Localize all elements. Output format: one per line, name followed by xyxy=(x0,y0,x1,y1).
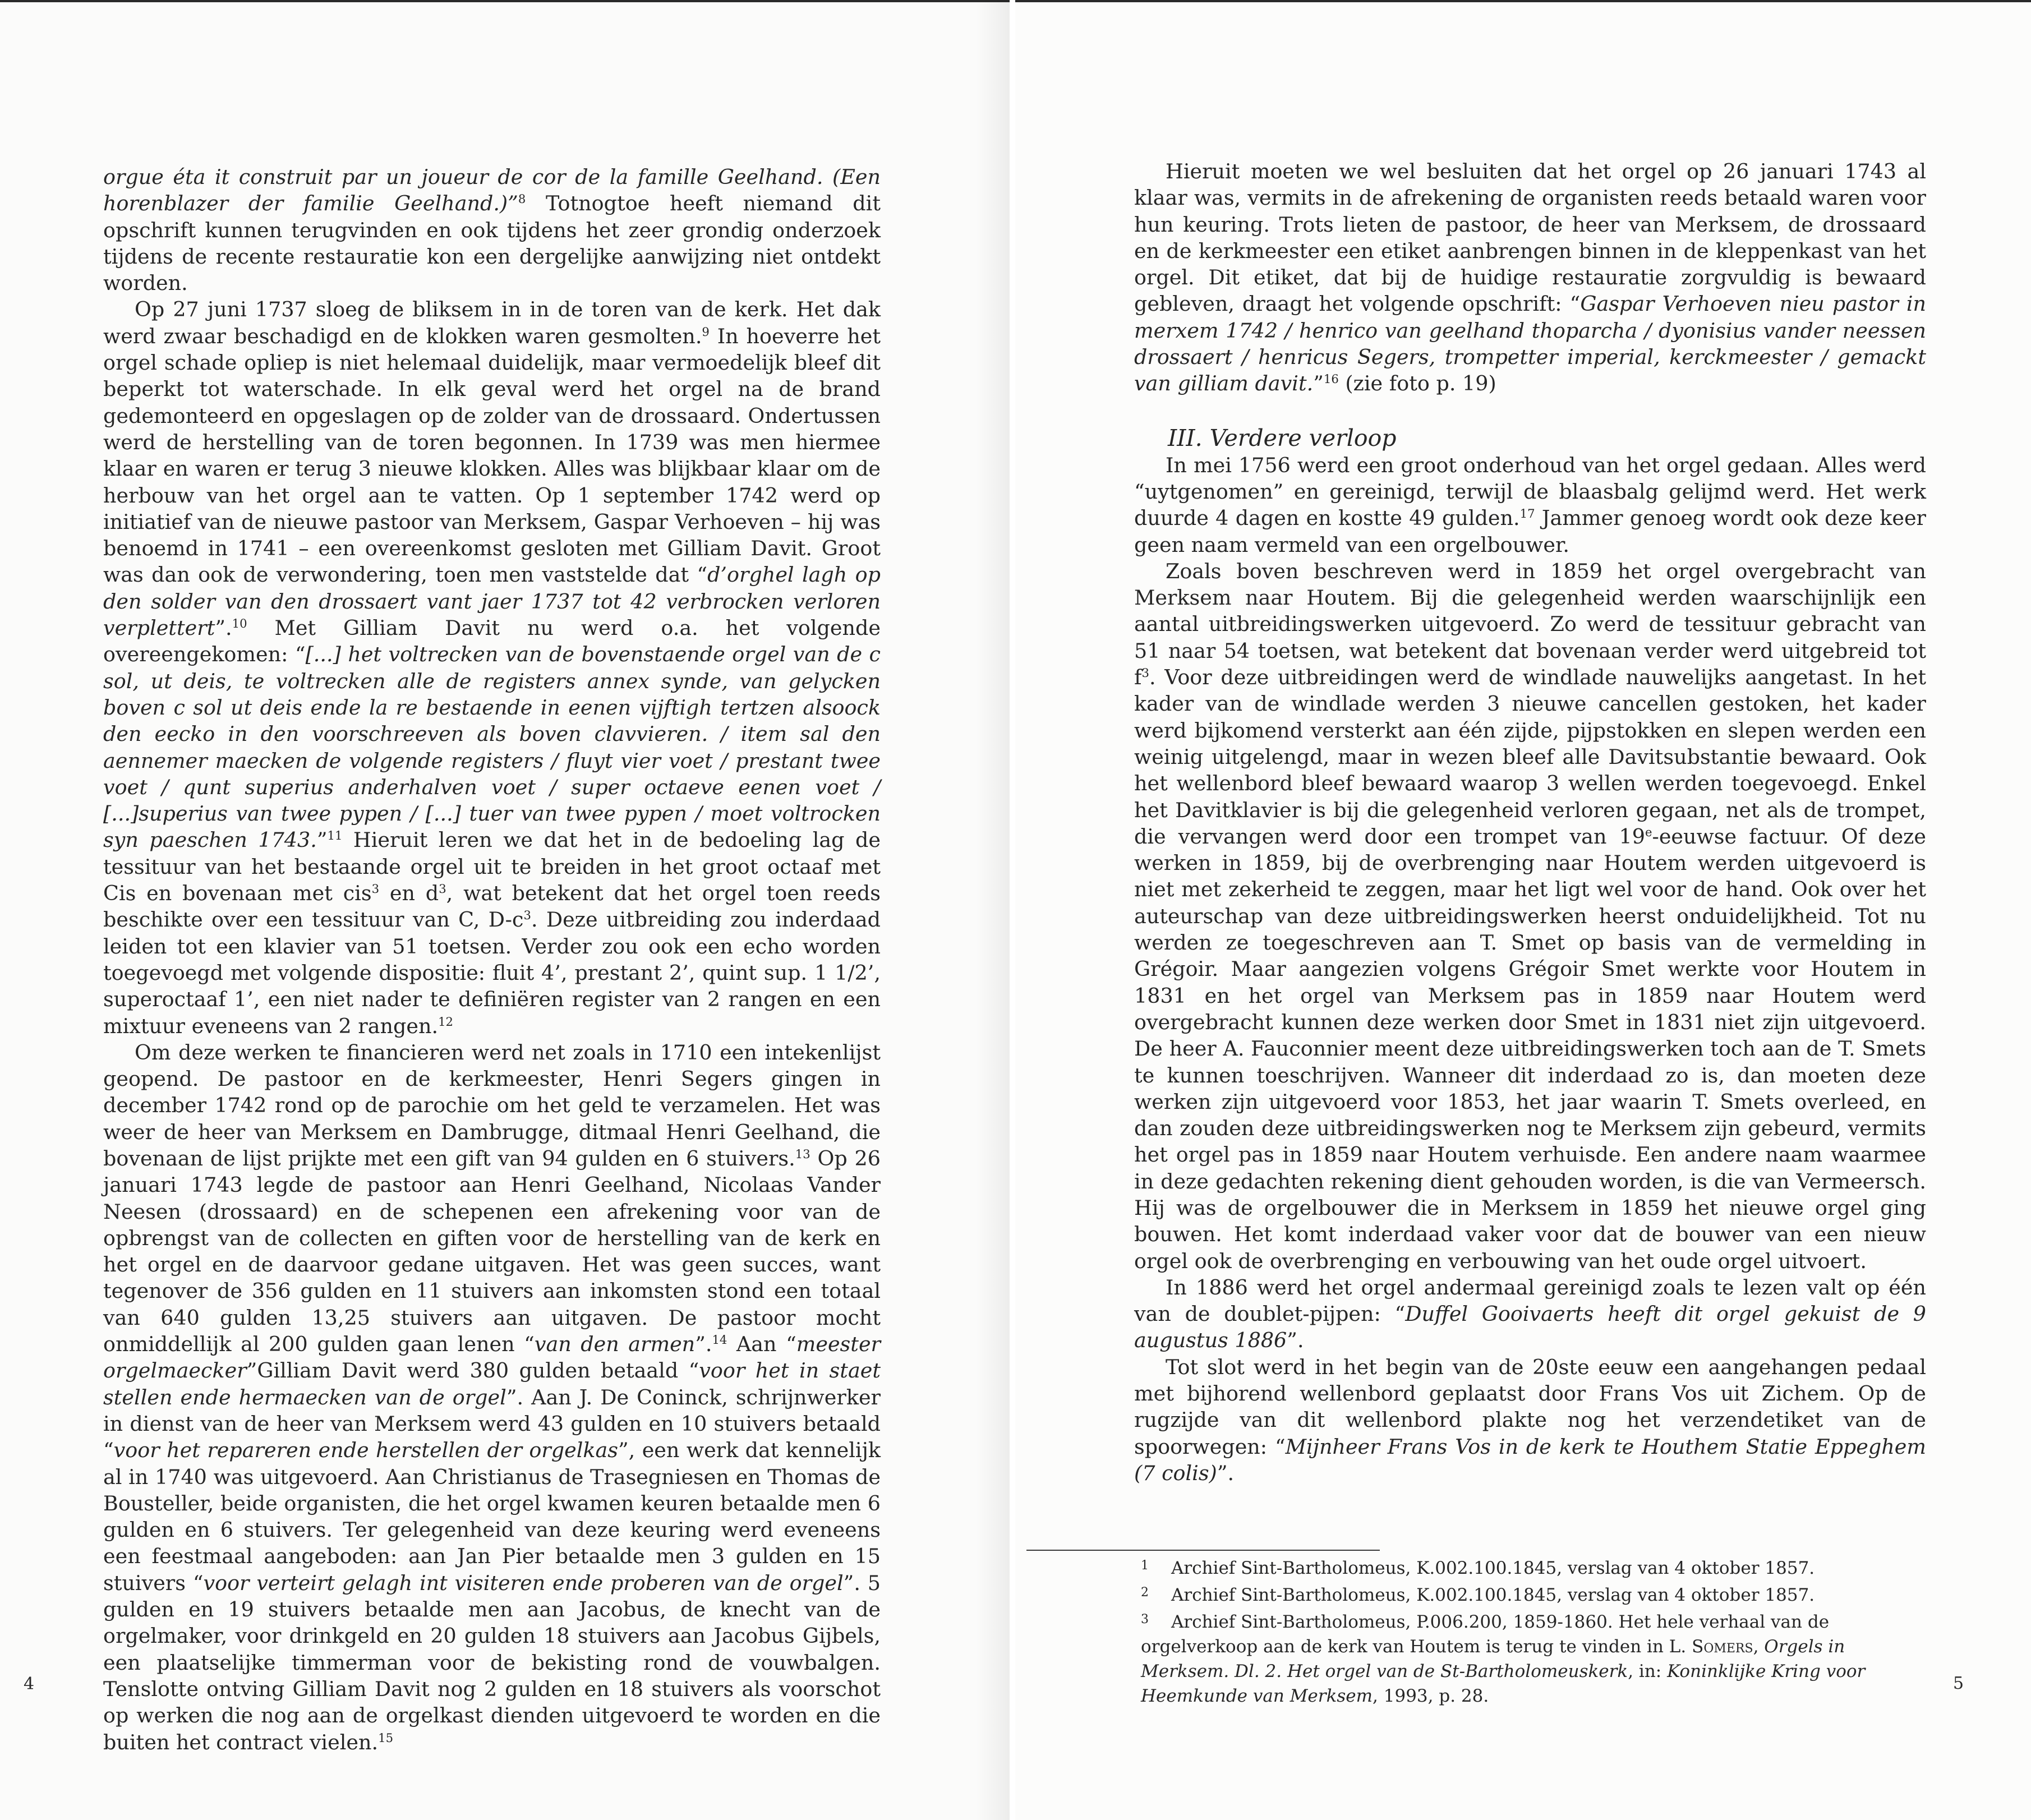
italic-quote: Duffel Gooivaerts heeft dit orgel gekuist de 9 augustus 1886 xyxy=(1134,1302,1926,1353)
body-text: ”. xyxy=(1287,1328,1304,1353)
body-text: ”, een werk dat kennelijk al in 1740 was uitgevoerd. Aan Christianus de Trasegniesen en Thomas de Bousteller, beide organisten, die het orgel kwamen keuren betaalde men 6 gulden en 6 stuivers. Ter gelegenheid van deze keuring werd eveneens een feestmaal aangeboden: aan Jan Pier betaalde men 3 gulden en 15 stuivers “ xyxy=(103,1438,881,1595)
page-number: 5 xyxy=(1953,1674,1964,1693)
footnote-text: , 1993, p. 28. xyxy=(1373,1686,1489,1706)
body-text: Hieruit leren we dat het in de bedoeling lag de tessituur van het bestaande orgel uit te breiden in het groot octaaf met Cis en bovenaan met cis xyxy=(103,828,881,906)
body-text: Zoals boven beschreven werd in 1859 het orgel overgebracht van Merksem naar Houtem. Bij die gelegenheid werden waarschijnlijk een aantal uitbreidingswerken uitgevoerd. Zo werd de tessituur gebracht van 51 naar 54 toetsen, wat betekent dat bovenaan verder werd uitgebreid tot f xyxy=(1134,559,1926,690)
left-page-body xyxy=(103,164,881,1756)
footnote-ref: 9 xyxy=(702,324,710,339)
body-text: Tot slot werd in het begin van de 20ste eeuw een aangehangen pedaal met bijhorend wellenbord geplaatst door Frans Vos uit Zichem. Op de rugzijde van dit wellenbord plakte nog het verzendetiket van de spoorwegen: “ xyxy=(1134,1354,1926,1459)
footnotes xyxy=(1141,1554,1926,1708)
superscript: 3 xyxy=(523,908,531,923)
footnote-number: 3 xyxy=(1141,1612,1149,1627)
footnote xyxy=(1141,1581,1926,1607)
body-text: ” xyxy=(316,828,328,853)
italic-quote: voor het in staet stellen ende hermaecken van de orgel xyxy=(103,1358,881,1409)
body-text: In 1886 werd het orgel andermaal gereinigd zoals te lezen valt op één van de doublet-pijpen: “ xyxy=(1134,1275,1926,1326)
superscript: 3 xyxy=(1141,665,1149,680)
paragraph xyxy=(1134,158,1926,397)
right-page-body xyxy=(1134,158,1926,1486)
footnote-ref: 8 xyxy=(518,192,526,206)
left-page xyxy=(0,0,1010,1820)
footnote-ref: 11 xyxy=(327,828,343,843)
body-text: ”. xyxy=(1217,1460,1235,1485)
body-text: Totnogtoe heeft niemand dit opschrift kunnen terugvinden en ook tijdens het zeer grondig onderzoek tijdens de recente restauratie kon een dergelijke aanwijzing niet ontdekt worden. xyxy=(103,191,881,296)
body-text: Op 26 januari 1743 legde de pastoor aan Henri Geelhand, Nicolaas Vander Neesen (drossaard) en de schepenen een afrekening voor van de opbrengst van de collecten en giften voor de herstelling van de kerk en het orgel en de daarvoor gedane uitgaven. Het was geen succes, want tegenover de 356 gulden en 11 stuivers aan inkomsten stond een totaal van 640 gulden 13,25 stuivers aan uitgaven. De pastoor mocht onmiddellijk al 200 gulden gaan lenen “ xyxy=(103,1146,881,1357)
body-text: ”. xyxy=(215,616,232,641)
top-edge-shadow xyxy=(0,0,1010,2)
paragraph xyxy=(103,296,881,1039)
italic-text: orgue éta it construit par un joueur de cor de la famille Geelhand. (Een horenblazer der familie Geelhand.)” xyxy=(103,165,881,216)
top-edge-shadow xyxy=(1015,0,2031,2)
footnote-number: 1 xyxy=(1141,1559,1149,1573)
body-text: ”. Aan J. De Coninck, schrijnwerker in dienst van de heer van Merksem werd 43 gulden en 10 stuivers betaald “ xyxy=(103,1385,881,1463)
footnote-ref: 12 xyxy=(438,1014,454,1029)
body-text: ”Gilliam Davit werd 380 gulden betaald “ xyxy=(246,1358,699,1383)
footnote xyxy=(1141,1554,1926,1581)
superscript: 3 xyxy=(439,881,446,896)
paragraph xyxy=(1134,558,1926,1274)
paragraph xyxy=(1134,1354,1926,1486)
body-text: (zie foto p. 19) xyxy=(1338,371,1496,396)
paragraph xyxy=(1134,452,1926,558)
italic-quote: d’orghel lagh op den solder van den drossaert vant jaer 1737 tot 42 verbrocken verloren verplettert xyxy=(103,563,881,641)
italic-quote: van den armen xyxy=(534,1332,696,1357)
footnote-ref: 17 xyxy=(1519,506,1535,521)
body-text: ” xyxy=(1313,371,1324,396)
footnote-text: , xyxy=(1753,1637,1765,1657)
body-text: Met Gilliam Davit nu werd o.a. het volgende overeengekomen: “ xyxy=(103,616,881,667)
body-text: Jammer genoeg wordt ook deze keer geen naam vermeld van een orgelbouwer. xyxy=(1134,506,1926,557)
italic-quote: voor het repareren ende herstellen der orgelkas xyxy=(113,1438,618,1463)
body-text: In hoeverre het orgel schade opliep is niet helemaal duidelijk, maar vermoedelijk bleef dit beperkt tot waterschade. In elk geval werd het orgel na de brand gedemonteerd en opgeslagen op de zolder van de drossaard. Ondertussen werd de herstelling van de toren begonnen. In 1739 was men hiermee klaar en waren er terug 3 nieuwe klokken. Alles was blijkbaar klaar om de herbouw van het orgel aan te vatten. Op 1 september 1742 werd op initiatief van de nieuwe pastoor van Merksem, Gaspar Verhoeven – hij was benoemd in 1741 – een overeenkomst gesloten met Gilliam Davit. Groot was dan ook de verwondering, toen men vaststelde dat “ xyxy=(103,324,881,587)
italic-quote: meester orgelmaecker xyxy=(103,1332,881,1383)
italic-quote: [...] het voltrecken van de bovenstaende orgel van de c sol, ut deis, te voltrecken alle de registers annex synde, van gelycken boven c sol ut deis ende la re bestaende in eenen vijftigh tertzen alsoock den eecko in den voorschreeven als boven clavvieren. / item sal den aennemer maecken de volgende registers / fluyt vier voet / prestant twee voet / qunt superius anderhalven voet / super octaeve eenen voet / [...]superius van twee pypen / [...] tuer van twee pypen / moet voltrocken syn paeschen 1743. xyxy=(103,642,881,853)
body-text: ”. xyxy=(695,1332,712,1357)
body-text: -eeuwse factuur. Of deze werken in 1859, bij de overbrenging naar Houtem werden uitgevoerd is niet met zekerheid te zeggen, maar het ligt wel voor de hand. Ook over het auteurschap van deze uitbreidingswerken heerst onduidelijkheid. Tot nu werden ze toegeschreven aan T. Smet op basis van de vermelding in Grégoir. Maar aangezien volgens Grégoir Smet werkte voor Houtem in 1831 en het orgel van Merksem pas in 1859 naar Houtem werd overgebracht kunnen deze werken door Smet in 1831 niet zijn uitgevoerd. De heer A. Fauconnier meent deze uitbreidingswerken toch aan de T. Smets te kunnen toeschrijven. Wanneer dit inderdaad zo is, dan moeten deze werken zijn uitgevoerd voor 1853, het jaar waarin T. Smets overleed, en dan zouden deze uitbreidingswerken nog te Merksem zijn gebeurd, vermits het orgel pas in 1859 naar Houtem verhuisde. Een andere naam waarmee in deze gedachten rekening dient gehouden worden, is die van Vermeersch. Hij was de orgelbouwer die in Merksem in 1859 het nieuwe orgel ging bouwen. Het komt inderdaad vaker voor dat de bouwer van een nieuw orgel ook de overbrenging en verbouwing van het oude orgel uitvoert. xyxy=(1134,824,1926,1273)
footnote-ref: 15 xyxy=(378,1730,394,1745)
footnote-text: , in: xyxy=(1628,1661,1668,1681)
footnote-ref: 16 xyxy=(1323,372,1339,386)
body-text: . Deze uitbreiding zou inderdaad leiden tot een klavier van 51 toetsen. Verder zou ook een echo worden toegevoegd met volgende dispositie: fluit 4’, prestant 2’, quint sup. 1 1/2’, superoctaaf 1’, een niet nader te definiëren register van 2 rangen en een mixtuur eveneens van 2 rangen. xyxy=(103,907,881,1038)
page-number: 4 xyxy=(24,1674,35,1694)
body-text: In mei 1756 werd een groot onderhoud van het orgel gedaan. Alles werd “uytgenomen” en gereinigd, terwijl de blaasbalg gelijmd werd. Het werk duurde 4 dagen en kostte 49 gulden. xyxy=(1134,453,1926,531)
body-text: . Voor deze uitbreidingen werd de windlade nauwelijks aangetast. In het kader van de windlade werden 3 nieuwe cancellen gestoken, het kader werd bijkomend versterkt aan één zijde, pijpstokken en slepen werden een weinig uitgelengd, maar in wezen bleef alle Davitsubstantie bewaard. Ook het wellenbord bleef bewaard waarop 3 wellen werden toegevoegd. Enkel het Davitklavier is bij die gelegenheid verloren gegaan, net als de trompet, die vervangen werd door een trompet van 19 xyxy=(1134,665,1926,849)
footnote-ref: 13 xyxy=(795,1146,810,1161)
author-name: Somers xyxy=(1692,1637,1753,1657)
body-text: Aan “ xyxy=(727,1332,796,1357)
body-text: Hieruit moeten we wel besluiten dat het orgel op 26 januari 1743 al klaar was, vermits in de afrekening de organisten reeds betaald waren voor hun keuring. Trots lieten de pastoor, de heer van Merksem, de drossaard en de kerkmeester een etiket aanbrengen binnen in de kleppenkast van het orgel. Dit etiket, dat bij de huidige restauratie zorgvuldig is bewaard gebleven, draagt het volgende opschrift: “ xyxy=(1134,159,1926,316)
footnote-text: Archief Sint-Bartholomeus, K.002.100.1845, verslag van 4 oktober 1857. xyxy=(1171,1585,1815,1605)
footnote xyxy=(1141,1607,1926,1708)
paragraph xyxy=(103,164,881,296)
body-text: en d xyxy=(379,881,439,906)
superscript: e xyxy=(1645,824,1652,839)
footnote-divider xyxy=(1026,1550,1380,1551)
section-heading: III. Verdere verloop xyxy=(1168,424,1397,451)
body-text: ”. 5 gulden en 19 stuivers betaalde men aan Jacobus, de knecht van de orgelmaker, voor drinkgeld en 20 gulden 18 stuivers aan Jacobus Gijbels, een plaatselijke timmerman voor de bekisting rond de vouwbalgen. Tenslotte ontving Gilliam Davit nog 2 gulden en 18 stuivers als voorschot op werken die nog aan de orgelkast dienden uitgevoerd te worden en die buiten het contract vielen. xyxy=(103,1570,881,1754)
paragraph xyxy=(1134,1274,1926,1354)
italic-quote: Mijnheer Frans Vos in de kerk te Houthem Statie Eppeghem (7 colis) xyxy=(1134,1434,1926,1485)
footnote-ref: 10 xyxy=(232,616,247,630)
footnote-text: Archief Sint-Bartholomeus, K.002.100.1845, verslag van 4 oktober 1857. xyxy=(1171,1558,1815,1578)
footnote-text: Archief Sint-Bartholomeus, P.006.200, 1859-1860. Het hele verhaal van de orgelverkoop aan de kerk van Houtem is terug te vinden in L. xyxy=(1141,1612,1830,1657)
publication-title: Koninklijke Kring voor Heemkunde van Merksem xyxy=(1141,1661,1866,1706)
footnote-ref: 14 xyxy=(712,1332,727,1347)
italic-quote: voor verteirt gelagh int visiteren ende proberen van de orgel xyxy=(203,1570,844,1595)
footnote-number: 2 xyxy=(1141,1586,1149,1600)
superscript: 3 xyxy=(371,881,380,896)
body-text: Om deze werken te financieren werd net zoals in 1710 een intekenlijst geopend. De pastoor en de kerkmeester, Henri Segers gingen in december 1742 rond op de parochie om het geld te verzamelen. Het was weer de heer van Merksem en Dambrugge, ditmaal Henri Geelhand, die bovenaan de lijst prijkte met een gift van 94 gulden en 6 stuivers. xyxy=(103,1040,881,1171)
body-text: , wat betekent dat het orgel toen reeds beschikte over een tessituur van C, D-c xyxy=(103,881,881,932)
book-title: Orgels in Merksem. Dl. 2. Het orgel van de St-Bartholomeuskerk xyxy=(1141,1637,1845,1681)
paragraph xyxy=(103,1039,881,1756)
body-text: Op 27 juni 1737 sloeg de bliksem in in de toren van de kerk. Het dak werd zwaar beschadigd en de klokken waren gesmolten. xyxy=(103,297,881,348)
italic-quote: Gaspar Verhoeven nieu pastor in merxem 1742 / henrico van geelhand thoparcha / dyonisius vander neessen drossaert / henricus Segers, trompetter imperial, kerckmeester / gemackt van gilliam davit. xyxy=(1134,292,1927,396)
book-gutter-shadow xyxy=(976,0,1010,1820)
